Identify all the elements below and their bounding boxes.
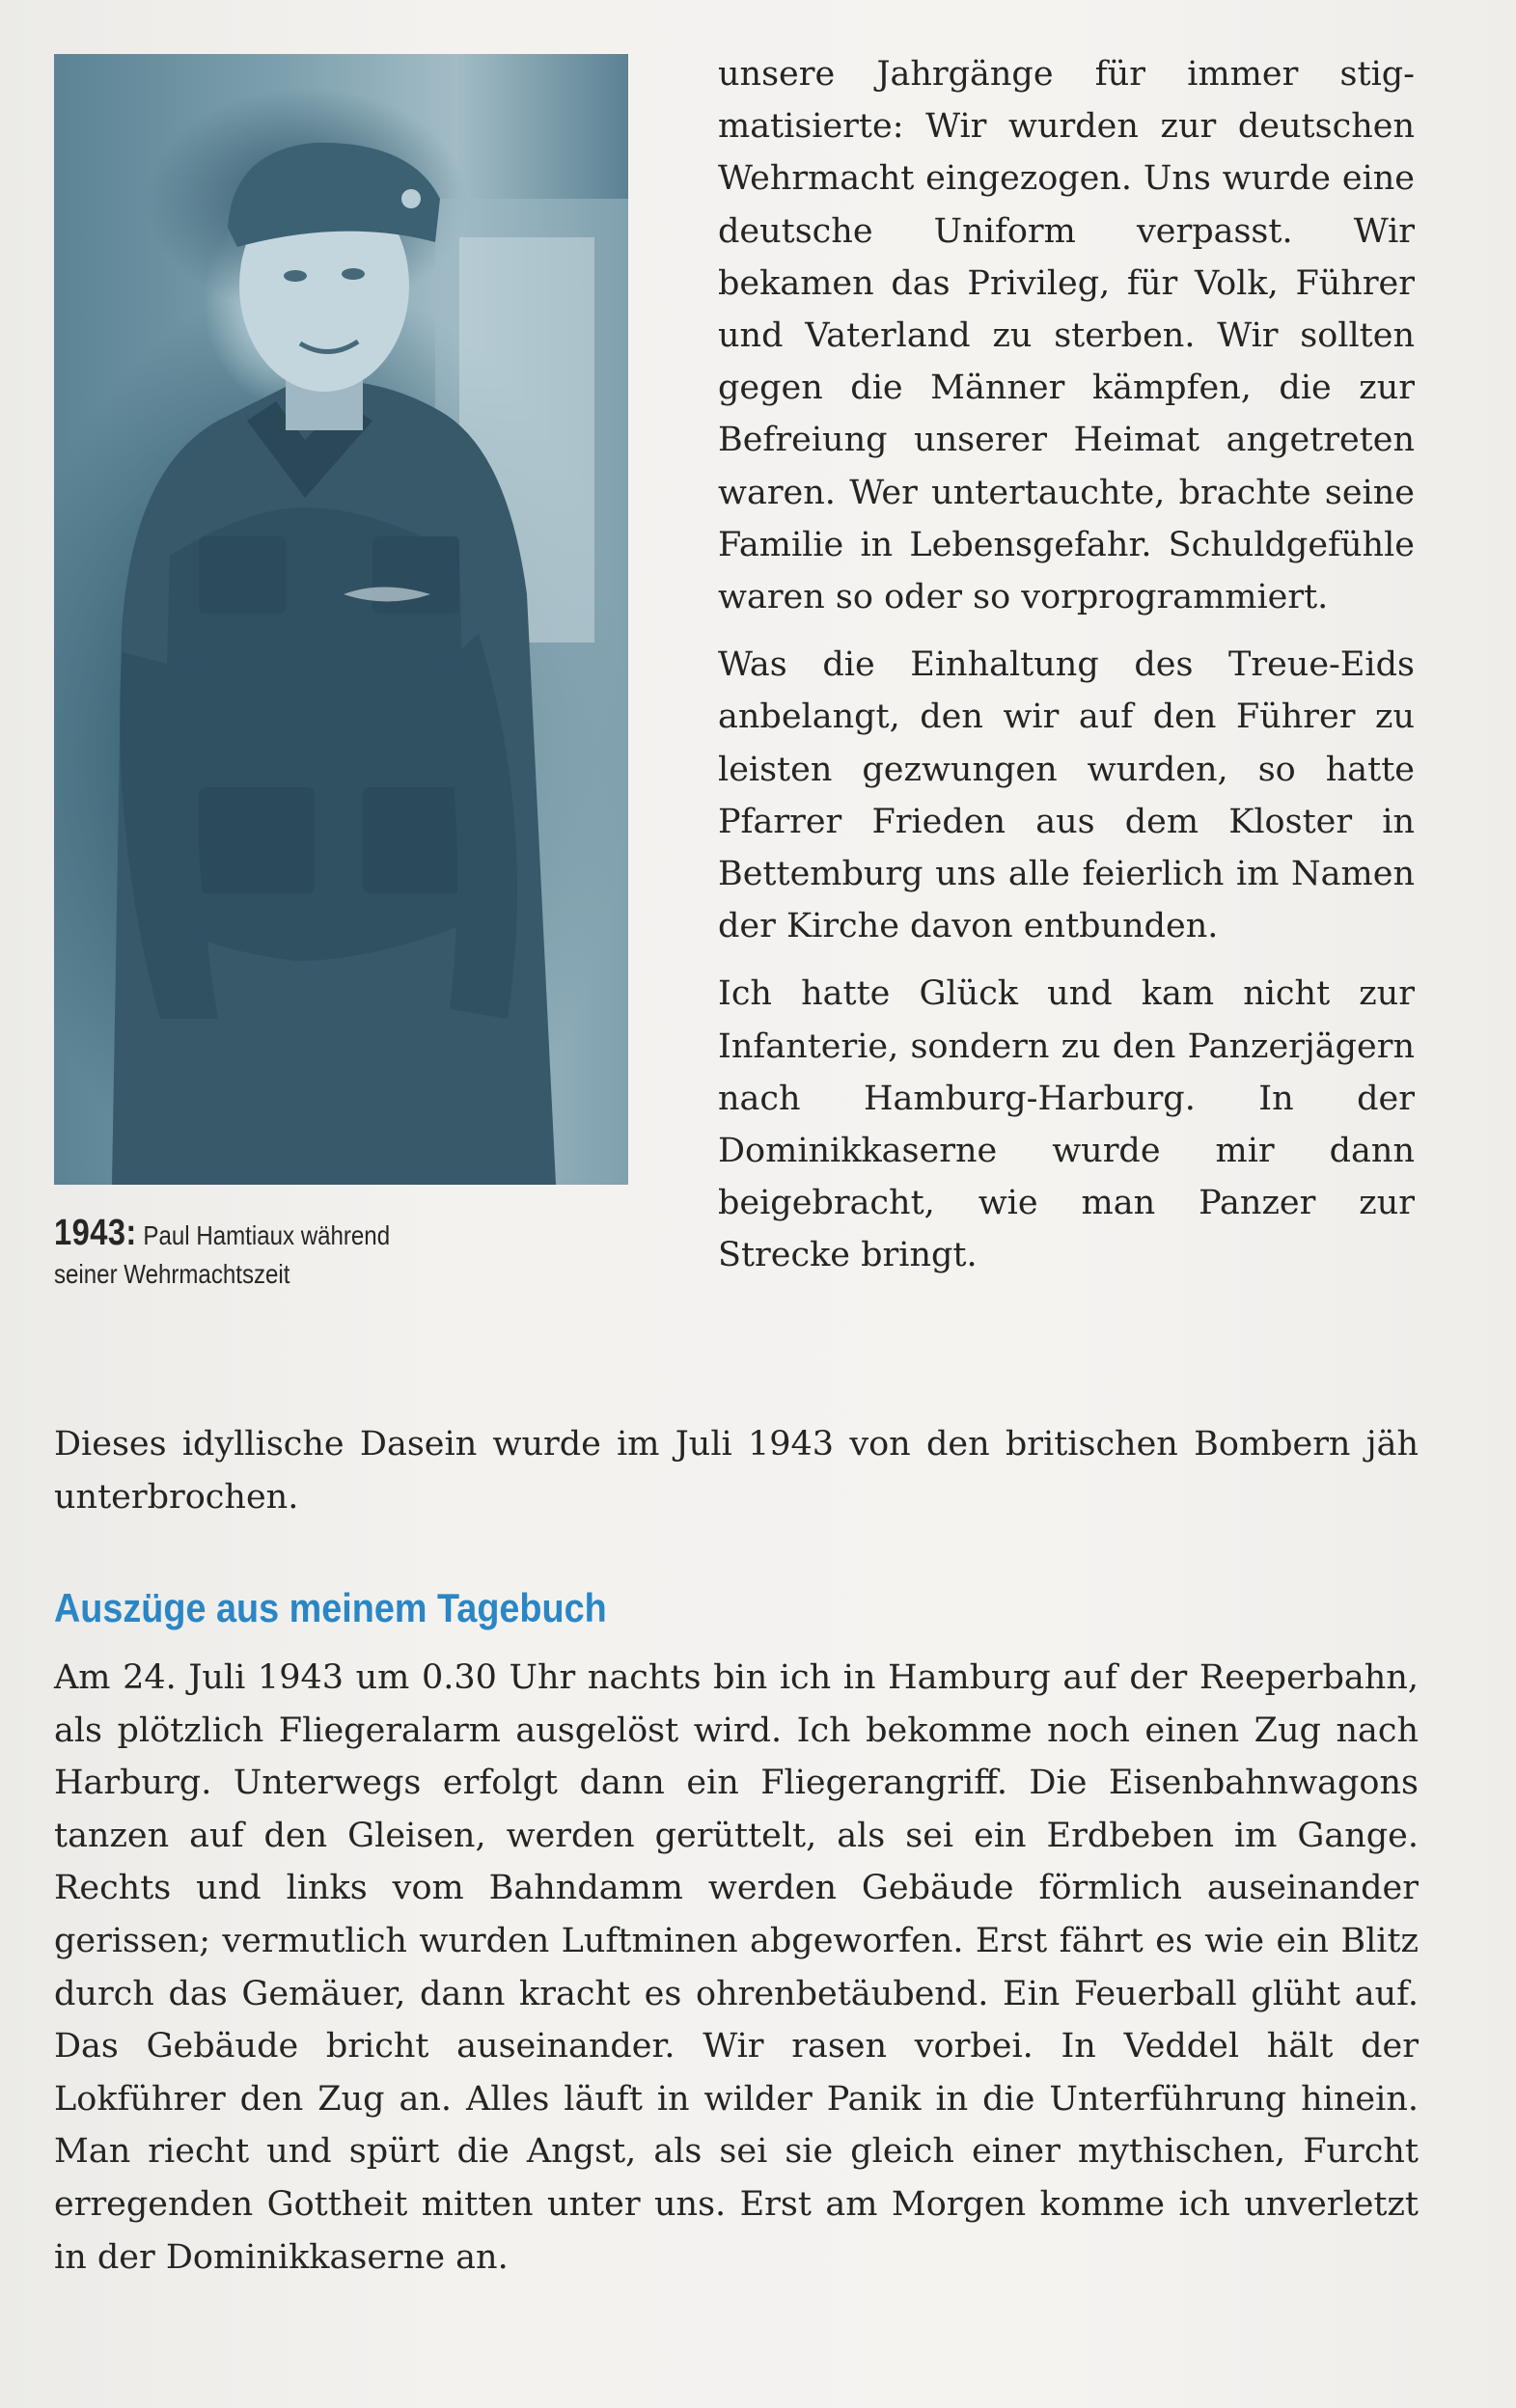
caption-text-line1: Paul Hamtiaux während	[143, 1220, 391, 1250]
intro-text-block	[54, 1418, 1419, 1523]
column-paragraph-2: Was die Einhaltung des Treue-Eids anbelangt, den wir auf den Führer zu leisten gezwungen wurden, so hatte Pfarrer Frieden aus dem Kloster in Bettemburg uns alle feierlich im Namen der Kirche davon entbunden.	[718, 645, 1415, 946]
caption-text-line2: seiner Wehrmachtszeit	[54, 1259, 290, 1289]
section-heading: Auszüge aus meinem Tagebuch	[54, 1585, 607, 1630]
diary-text-block	[54, 1652, 1419, 2284]
diary-paragraph: Am 24. Juli 1943 um 0.30 Uhr nachts bin ich in Hamburg auf der Reeperbahn, als plötzlich Fliegeralarm ausgelöst wird. Ich bekomme noch einen Zug nach Harburg. Unterwegs erfolgt dann ein Fliegerangriff. Die Eisenbahnwagons tanzen auf den Gleisen, werden gerüttelt, als sei ein Erdbeben im Gange. Rechts und links vom Bahndamm werden Gebäude förmlich auseinander gerissen; vermutlich wurden Luftminen abgeworfen. Erst fährt es wie ein Blitz durch das Gemäuer, dann kracht es ohrenbetäubend. Ein Feuerball glüht auf. Das Gebäude bricht auseinander. Wir rasen vorbei. In Veddel hält der Lokführer den Zug an. Alles läuft in wilder Panik in die Unterführung hinein. Man riecht und spürt die Angst, als sei sie gleich einer mythischen, Furcht erregenden Gottheit mitten unter uns. Erst am Morgen komme ich unverletzt in der Dominikkaserne an.	[54, 1658, 1419, 2277]
intro-paragraph: Dieses idyllische Dasein wurde im Juli 1943 von den britischen Bombern jäh unterbrochen.	[54, 1425, 1419, 1517]
photo-caption	[54, 1214, 519, 1294]
soldier-photo-illustration	[54, 54, 628, 1185]
column-paragraph-1: unsere Jahrgänge für immer stigmatisierte: Wir wurden zur deutschen Wehrmacht eingezogen. Uns wurde eine deutsche Uniform verpasst. Wir bekamen das Privileg, für Volk, Führer und Vaterland zu sterben. Wir sollten gegen die Männer kämpfen, die zur Befreiung unserer Heimat angetreten waren. Wer untertauchte, brachte seine Familie in Lebensgefahr. Schuldgefühle waren so oder so vorprogrammiert.	[718, 55, 1415, 617]
right-column-text	[718, 48, 1415, 1298]
soldier-photo	[54, 54, 628, 1185]
column-paragraph-3: Ich hatte Glück und kam nicht zur Infanterie, sondern zu den Panzerjägern nach Hamburg-Harburg. In der Dominikkaserne wurde mir dann beigebracht, wie man Panzer zur Strecke bringt.	[718, 974, 1415, 1275]
caption-year: 1943:	[54, 1213, 137, 1253]
